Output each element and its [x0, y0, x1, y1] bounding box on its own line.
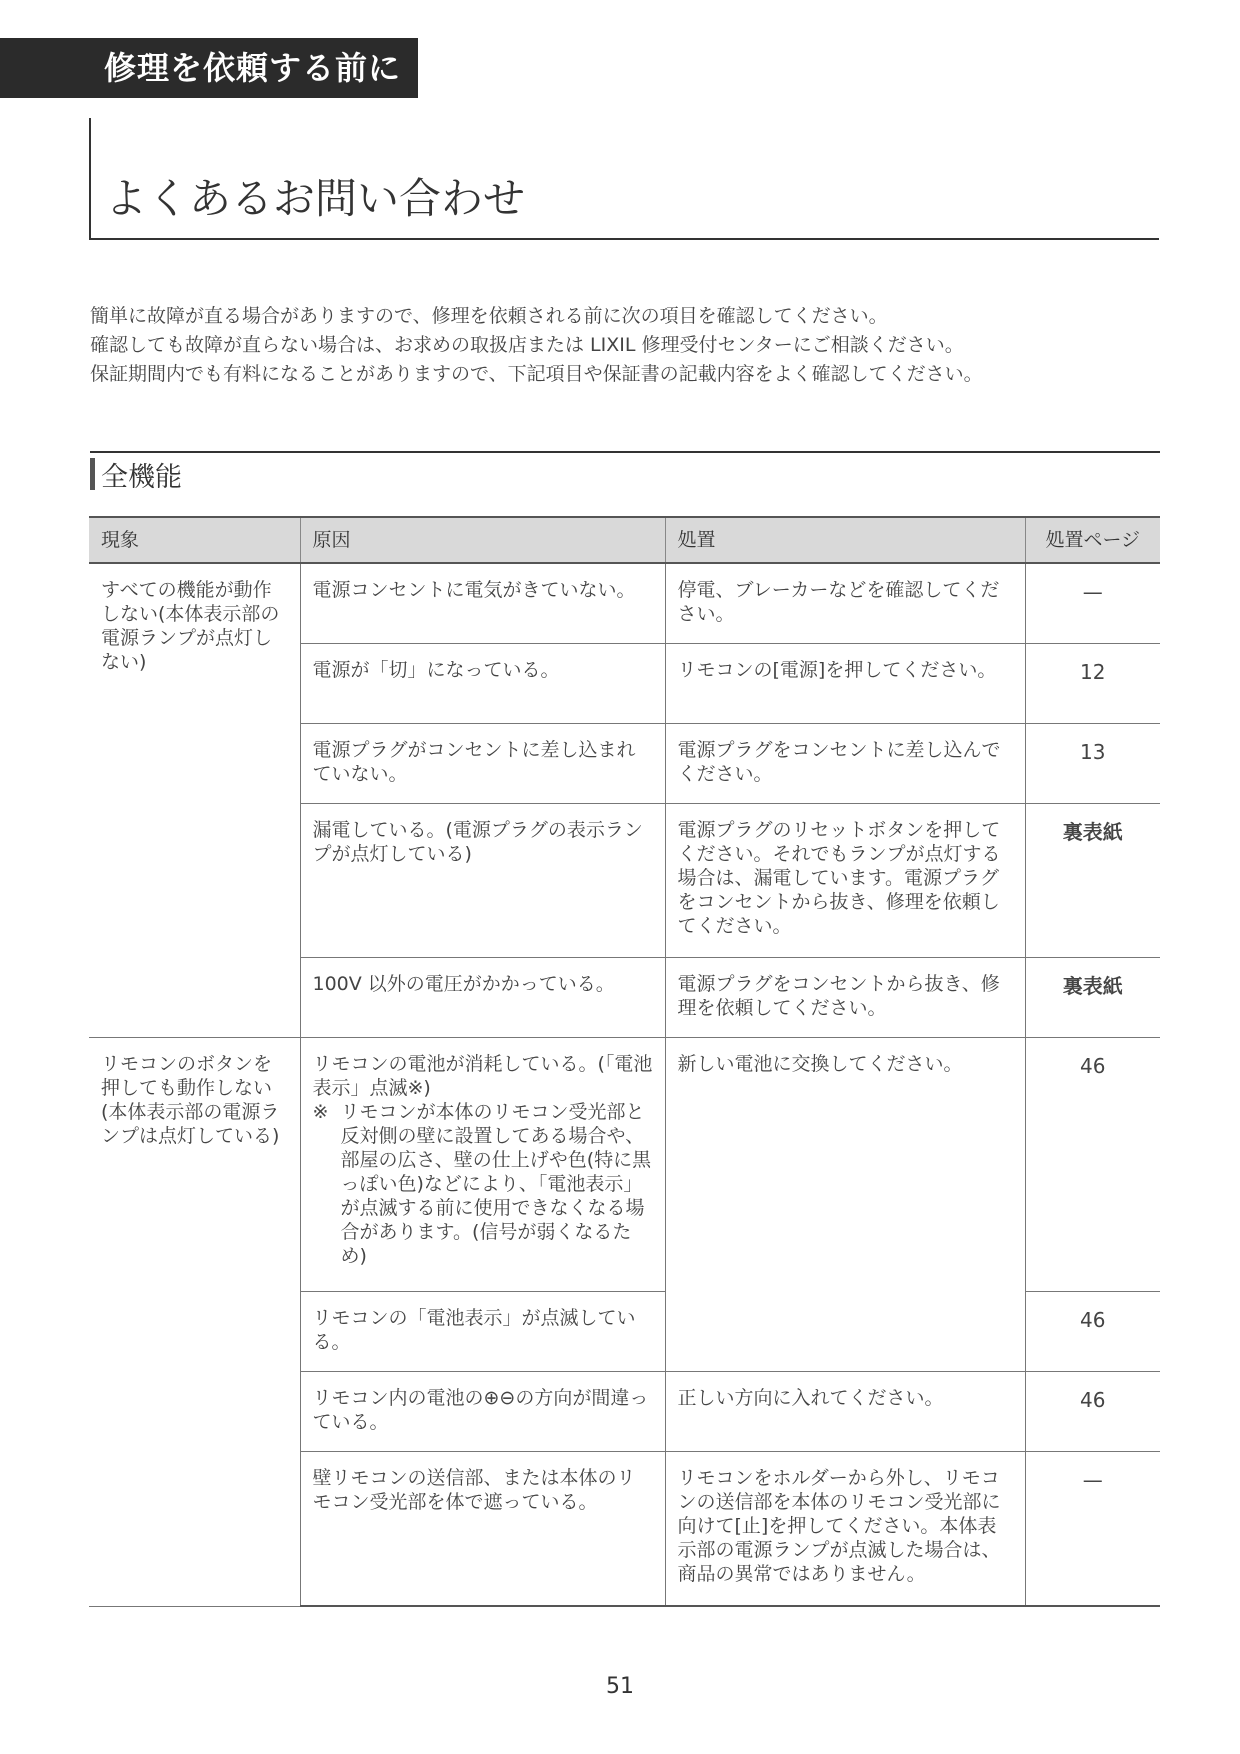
page-cell: 裏表紙 [1025, 957, 1160, 1037]
cause-text: リモコンの電池が消耗している。(「電池表示」点滅※) [312, 1052, 653, 1099]
page-cell: 12 [1025, 643, 1160, 723]
cause-cell: リモコン内の電池の⊕⊖の方向が間違っている。 [300, 1371, 665, 1451]
page-cell: — [1025, 563, 1160, 643]
remedy-cell: リモコンの[電源]を押してください。 [665, 643, 1025, 723]
cause-footnote [313, 1100, 653, 1268]
header-page: 処置ページ [1025, 517, 1160, 563]
cause-cell: 電源プラグがコンセントに差し込まれていない。 [300, 723, 665, 803]
cause-cell: 100V 以外の電圧がかかっている。 [300, 957, 665, 1037]
page-cell: 13 [1025, 723, 1160, 803]
cause-cell: 壁リモコンの送信部、または本体のリモコン受光部を体で遮っている。 [300, 1451, 665, 1606]
remedy-cell: リモコンをホルダーから外し、リモコンの送信部を本体のリモコン受光部に向けて[止]を押してください。本体表示部の電源ランプが点滅した場合は、商品の異常ではありません。 [665, 1451, 1025, 1606]
cause-cell: 電源コンセントに電気がきていない。 [300, 563, 665, 643]
header-remedy: 処置 [665, 517, 1025, 563]
faq-table [89, 516, 1160, 1607]
header-symptom: 現象 [89, 517, 300, 563]
cause-cell [300, 1037, 665, 1291]
page-title: よくあるお問い合わせ [105, 174, 526, 223]
remedy-cell: 電源プラグをコンセントに差し込んでください。 [665, 723, 1025, 803]
intro-line: 保証期間内でも有料になることがありますので、下記項目や保証書の記載内容をよく確認してください。 [90, 363, 983, 385]
page-cell: 46 [1025, 1037, 1160, 1291]
cause-cell: リモコンの「電池表示」が点滅している。 [300, 1291, 665, 1371]
table-header-row [89, 517, 1160, 563]
page-number: 51 [606, 1674, 634, 1699]
symptom-cell: すべての機能が動作しない(本体表示部の電源ランプが点灯しない) [89, 563, 300, 1037]
page-cell: 裏表紙 [1025, 803, 1160, 957]
footnote-text: リモコンが本体のリモコン受光部と反対側の壁に設置してある場合や、部屋の広さ、壁の仕上げや色(特に黒っぽい色)などにより、「電池表示」が点滅する前に使用できなくなる場合があります。(信号が弱くなるため) [340, 1100, 652, 1267]
table-row [89, 1037, 1160, 1291]
remedy-cell: 電源プラグをコンセントから抜き、修理を依頼してください。 [665, 957, 1025, 1037]
remedy-cell: 電源プラグのリセットボタンを押してください。それでもランプが点灯する場合は、漏電しています。電源プラグをコンセントから抜き、修理を依頼してください。 [665, 803, 1025, 957]
table-row [89, 563, 1160, 643]
remedy-cell: 停電、ブレーカーなどを確認してください。 [665, 563, 1025, 643]
intro-line: 確認しても故障が直らない場合は、お求めの取扱店または LIXIL 修理受付センターにご相談ください。 [90, 334, 964, 356]
section-title: 全機能 [101, 462, 182, 493]
footnote-mark: ※ [312, 1100, 329, 1123]
intro-line: 簡単に故障が直る場合がありますので、修理を依頼される前に次の項目を確認してください。 [90, 305, 888, 327]
cause-cell: 電源が「切」になっている。 [300, 643, 665, 723]
header-cause: 原因 [300, 517, 665, 563]
remedy-cell: 新しい電池に交換してください。 [665, 1037, 1025, 1371]
section-divider [90, 451, 1160, 453]
page-cell: 46 [1025, 1371, 1160, 1451]
symptom-cell: リモコンのボタンを押しても動作しない(本体表示部の電源ランプは点灯している) [89, 1037, 300, 1606]
section-marker [90, 458, 95, 490]
cause-cell: 漏電している。(電源プラグの表示ランプが点灯している) [300, 803, 665, 957]
page-cell: — [1025, 1451, 1160, 1606]
intro-text [90, 302, 1160, 389]
chapter-tab: 修理を依頼する前に [0, 38, 418, 98]
page-cell: 46 [1025, 1291, 1160, 1371]
remedy-cell: 正しい方向に入れてください。 [665, 1371, 1025, 1451]
page-title-frame [89, 118, 1159, 240]
